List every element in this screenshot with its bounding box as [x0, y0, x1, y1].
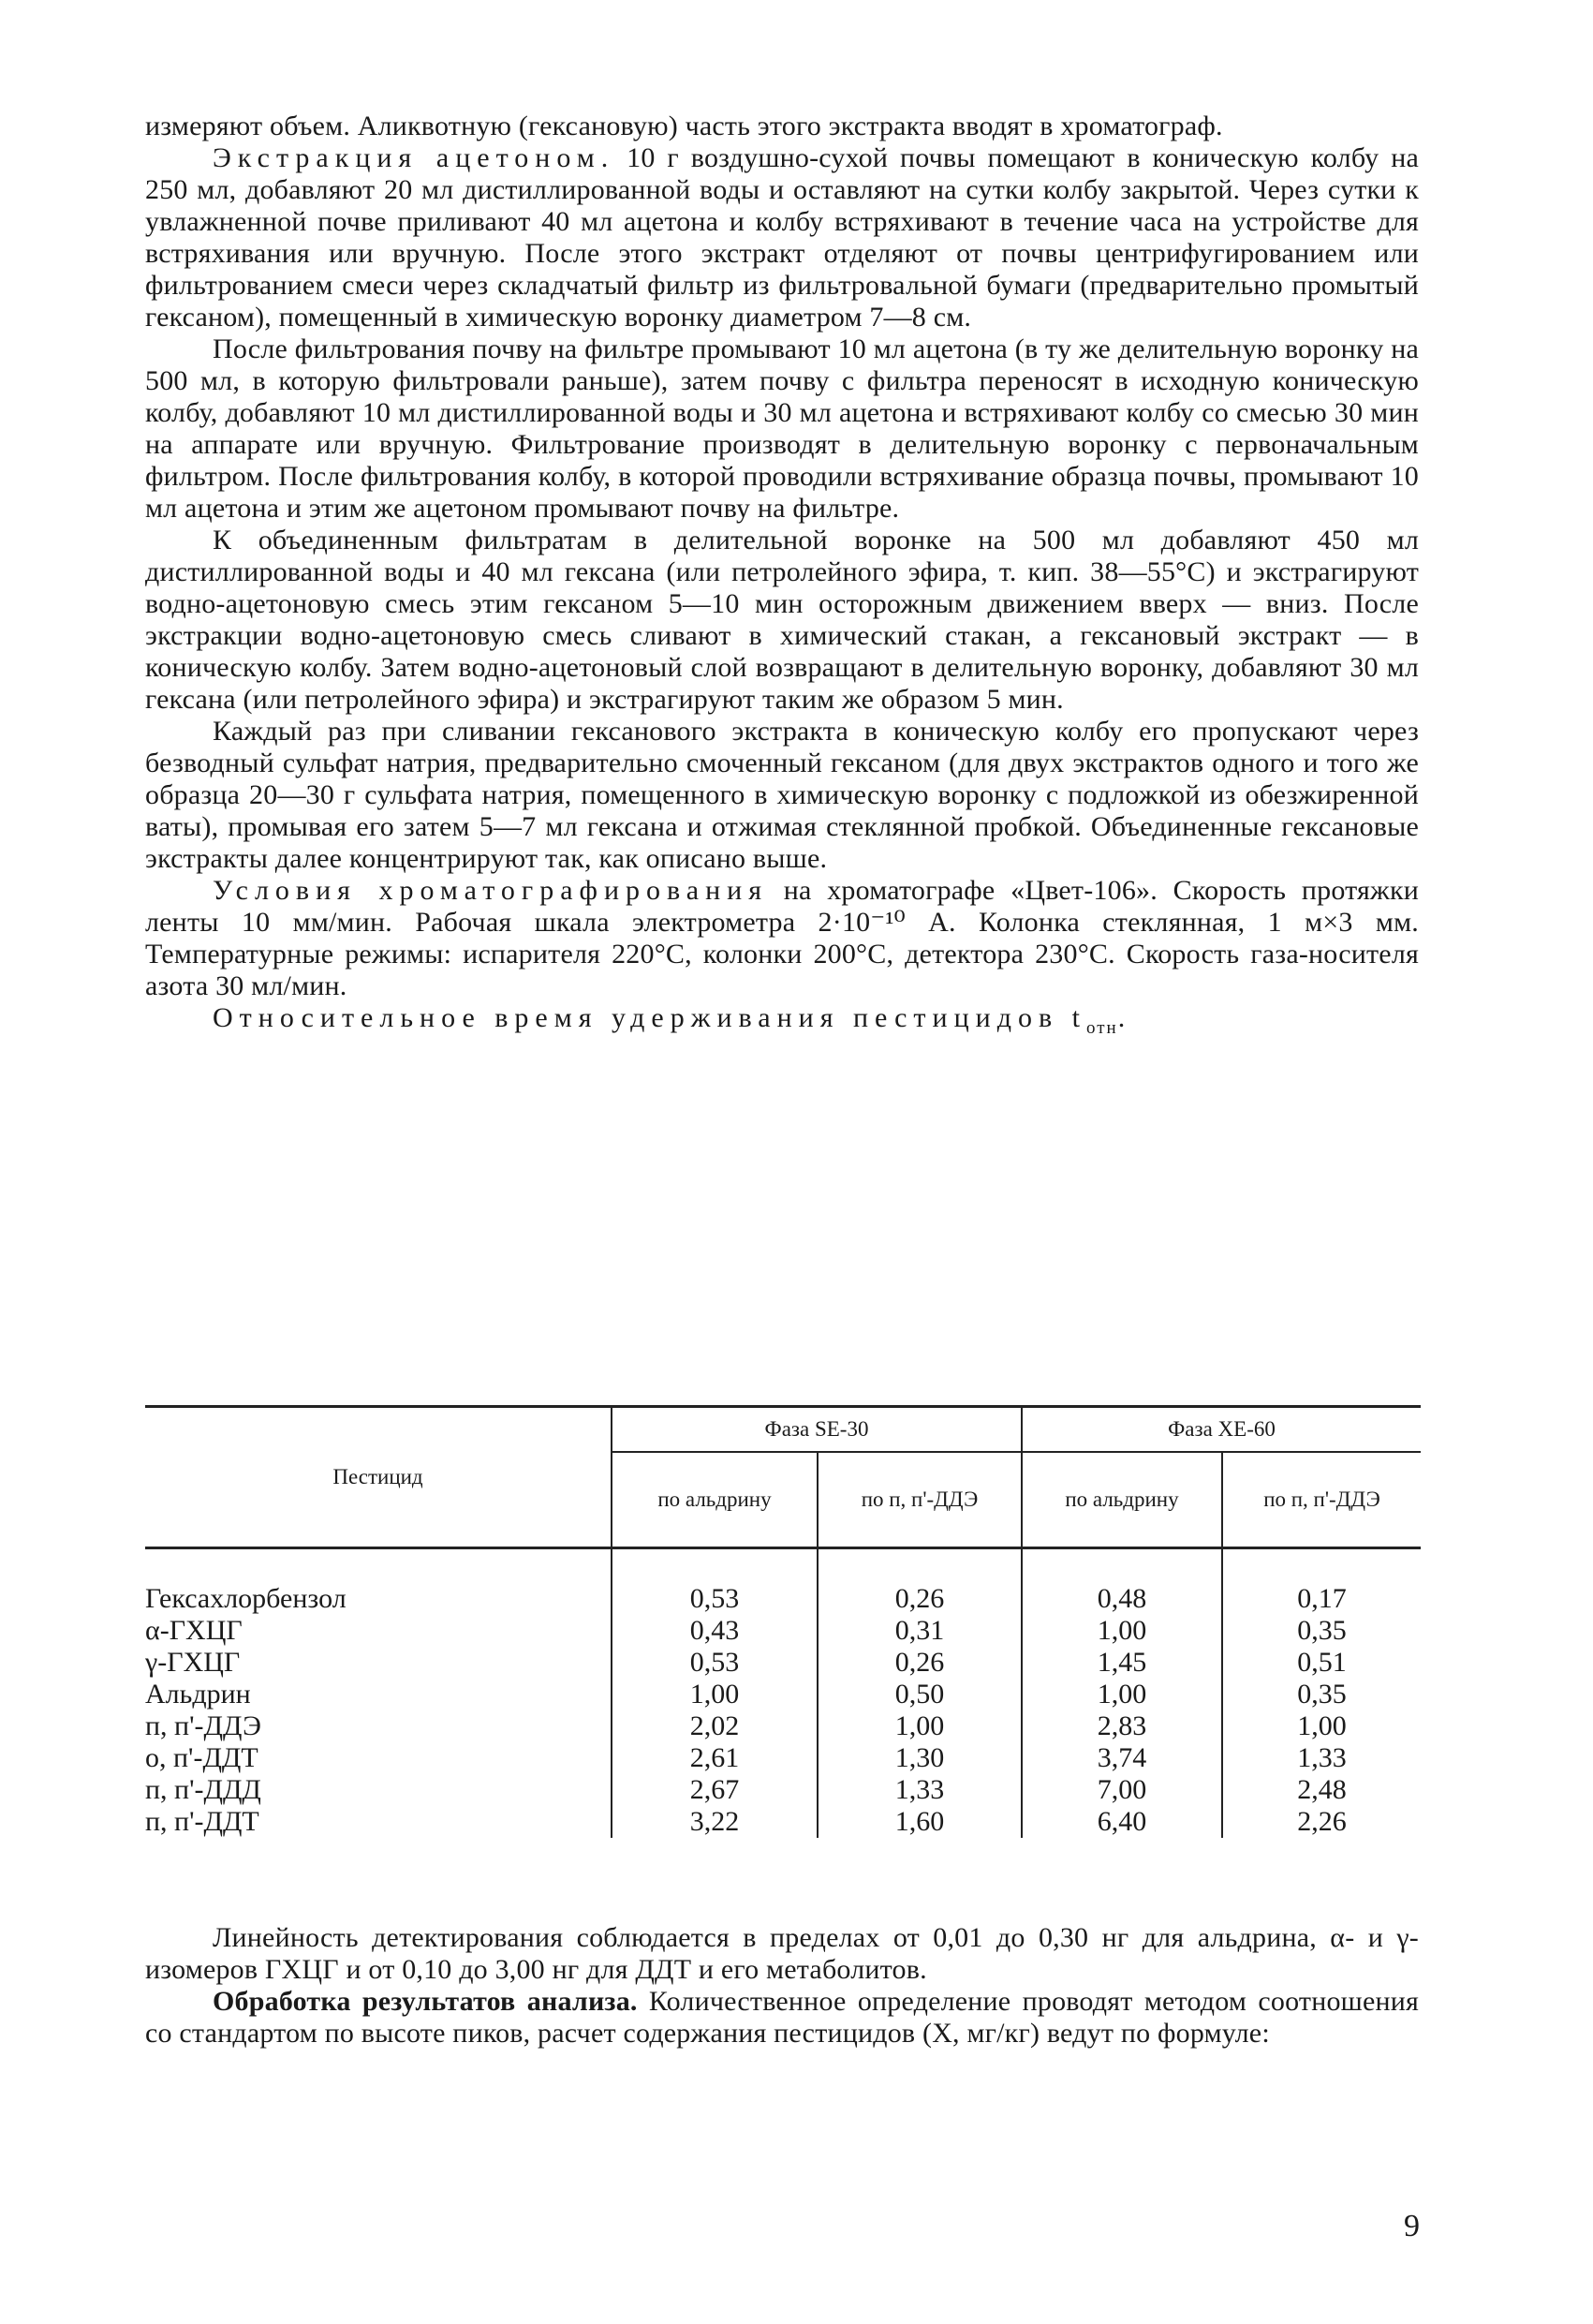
table-row — [145, 1710, 1421, 1742]
table-header-pesticide: Пестицид — [145, 1407, 612, 1548]
cell-se-aldrin: 3,22 — [612, 1806, 818, 1838]
cell-se-aldrin: 2,61 — [612, 1742, 818, 1774]
paragraph-lead: Экстракция ацетоном. — [213, 142, 615, 173]
cell-se-aldrin: 0,53 — [612, 1647, 818, 1679]
cell-xe-aldrin: 0,48 — [1022, 1583, 1222, 1615]
cell-xe-dde: 1,00 — [1222, 1710, 1421, 1742]
table-title-end: . — [1117, 1002, 1126, 1033]
table-row — [145, 1647, 1421, 1679]
cell-xe-aldrin: 7,00 — [1022, 1774, 1222, 1806]
table-spacer-row — [145, 1548, 1421, 1584]
paragraph-lead: Условия хроматографирования — [213, 875, 769, 906]
cell-se-aldrin: 2,67 — [612, 1774, 818, 1806]
retention-time-table — [145, 1405, 1421, 1838]
table-row — [145, 1806, 1421, 1838]
cell-se-aldrin: 1,00 — [612, 1679, 818, 1710]
cell-pesticide: о, п'-ДДТ — [145, 1742, 258, 1773]
paragraph-body: Количественное определение проводят методом соотношения со стандартом по высоте пиков, расчет содержания пестицидов (X, мг/кг) ведут по формуле: — [145, 1986, 1419, 2049]
cell-xe-aldrin: 1,00 — [1022, 1679, 1222, 1710]
table-title-text: Относительное время удерживания пестицидов t — [213, 1002, 1086, 1033]
cell-se-dde: 1,33 — [818, 1774, 1022, 1806]
cell-pesticide: п, п'-ДДД — [145, 1774, 261, 1805]
table-subheader-dde: по п, п'-ДДЭ — [1222, 1452, 1421, 1548]
cell-se-dde: 1,30 — [818, 1742, 1022, 1774]
table-subheader-aldrin: по альдрину — [612, 1452, 818, 1548]
cell-se-aldrin: 0,43 — [612, 1615, 818, 1647]
cell-se-dde: 1,60 — [818, 1806, 1022, 1838]
table-row — [145, 1679, 1421, 1710]
paragraph-acetone-extraction — [145, 142, 1419, 333]
table-row — [145, 1615, 1421, 1647]
cell-xe-aldrin: 6,40 — [1022, 1806, 1222, 1838]
paragraph-body: 10 г воздушно-сухой почвы помещают в коническую колбу на 250 мл, добавляют 20 мл дистиллированной воды и оставляют на сутки колбу закрытой. Через сутки к увлажненной почве приливают 40 мл ацетона и колбу встряхивают в течение часа на устройстве для встряхивания или вручную. После этого экстракт отделяют от почвы центрифугированием или фильтрованием смеси через складчатый фильтр из фильтровальной бумаги (предварительно промытый гексаном), помещенный в химическую воронку диаметром 7—8 см. — [145, 142, 1419, 333]
table-row — [145, 1583, 1421, 1615]
cell-xe-dde: 0,51 — [1222, 1647, 1421, 1679]
paragraph-body: на хроматографе «Цвет-106». Скорость протяжки ленты 10 мм/мин. Рабочая шкала электрометра 2·10⁻¹⁰ А. Колонка стеклянная, 1 м×3 мм. Температурные режимы: испарителя 220°С, колонки 200°С, детектора 230°С. Скорость газа-носителя азота 30 мл/мин. — [145, 875, 1419, 1001]
cell-xe-aldrin: 1,45 — [1022, 1647, 1222, 1679]
cell-pesticide: γ-ГХЦГ — [145, 1647, 241, 1678]
cell-se-dde: 1,00 — [818, 1710, 1022, 1742]
cell-xe-dde: 0,17 — [1222, 1583, 1421, 1615]
table-row — [145, 1774, 1421, 1806]
cell-pesticide: п, п'-ДДЭ — [145, 1710, 261, 1741]
cell-pesticide: Альдрин — [145, 1679, 251, 1710]
cell-se-dde: 0,31 — [818, 1615, 1022, 1647]
cell-se-dde: 0,26 — [818, 1647, 1022, 1679]
cell-xe-dde: 2,26 — [1222, 1806, 1421, 1838]
cell-xe-dde: 0,35 — [1222, 1679, 1421, 1710]
body-text-upper — [145, 111, 1419, 1044]
page-number: 9 — [1404, 2209, 1420, 2243]
paragraph-linearity: Линейность детектирования соблюдается в пределах от 0,01 до 0,30 нг для альдрина, α- и γ-изомеров ГХЦГ и от 0,10 до 3,00 нг для ДДТ и его метаболитов. — [145, 1922, 1419, 1985]
cell-pesticide: α-ГХЦГ — [145, 1615, 243, 1646]
paragraph-filtration: После фильтрования почву на фильтре промывают 10 мл ацетона (в ту же делительную воронку на 500 мл, в которую фильтровали раньше), затем почву с фильтра переносят в исходную коническую колбу, добавляют 10 мл дистиллированной воды и 30 мл ацетона и встряхивают колбу со смесью 30 мин на аппарате или вручную. Фильтрование производят в делительную воронку с первоначальным фильтром. После фильтрования колбу, в которой проводили встряхивание образца почвы, промывают 10 мл ацетона и этим же ацетоном промывают почву на фильтре. — [145, 333, 1419, 524]
cell-se-aldrin: 0,53 — [612, 1583, 818, 1615]
paragraph-combined-filtrates: К объединенным фильтратам в делительной воронке на 500 мл добавляют 450 мл дистиллированной воды и 40 мл гексана (или петролейного эфира, т. кип. 38—55°С) и экстрагируют водно-ацетоновую смесь этим гексаном 5—10 мин осторожным движением вверх — вниз. После экстракции водно-ацетоновую смесь сливают в химический стакан, а гексановый экстракт — в коническую колбу. Затем водно-ацетоновый слой возвращают в делительную воронку, добавляют 30 мл гексана (или петролейного эфира) и экстрагируют таким же образом 5 мин. — [145, 525, 1419, 715]
cell-xe-aldrin: 2,83 — [1022, 1710, 1222, 1742]
cell-xe-dde: 1,33 — [1222, 1742, 1421, 1774]
cell-se-aldrin: 2,02 — [612, 1710, 818, 1742]
cell-se-dde: 0,50 — [818, 1679, 1022, 1710]
paragraph-sodium-sulfate: Каждый раз при сливании гексанового экстракта в коническую колбу его пропускают через безводный сульфат натрия, предварительно смоченный гексаном (для двух экстрактов одного и того же образца 20—30 г сульфата натрия, помещенного в химическую воронку с подложкой из обезжиренной ваты), промывая его затем 5—7 мл гексана и отжимая стеклянной пробкой. Объединенные гексановые экстракты далее концентрируют так, как описано выше. — [145, 716, 1419, 874]
table-header-phase-xe60: Фаза XE-60 — [1022, 1407, 1421, 1453]
cell-pesticide: Гексахлорбензол — [145, 1583, 347, 1614]
table-title-subscript: отн — [1085, 1018, 1118, 1038]
table-header-phase-se30: Фаза SE-30 — [612, 1407, 1022, 1453]
cell-xe-dde: 0,35 — [1222, 1615, 1421, 1647]
table-title — [145, 1002, 1419, 1044]
cell-pesticide: п, п'-ДДТ — [145, 1806, 259, 1837]
paragraph-intro: измеряют объем. Аликвотную (гексановую) часть этого экстракта вводят в хроматограф. — [145, 111, 1223, 141]
paragraph-chromatography-conditions — [145, 875, 1419, 1002]
table-subheader-dde: по п, п'-ДДЭ — [818, 1452, 1022, 1548]
paragraph-lead-bold: Обработка результатов анализа. — [213, 1986, 638, 2017]
table-row — [145, 1742, 1421, 1774]
cell-xe-dde: 2,48 — [1222, 1774, 1421, 1806]
body-text-lower — [145, 1922, 1419, 2050]
cell-xe-aldrin: 3,74 — [1022, 1742, 1222, 1774]
cell-xe-aldrin: 1,00 — [1022, 1615, 1222, 1647]
cell-se-dde: 0,26 — [818, 1583, 1022, 1615]
paragraph-results-processing — [145, 1986, 1419, 2050]
table-subheader-aldrin: по альдрину — [1022, 1452, 1222, 1548]
table-header-row — [145, 1407, 1421, 1453]
